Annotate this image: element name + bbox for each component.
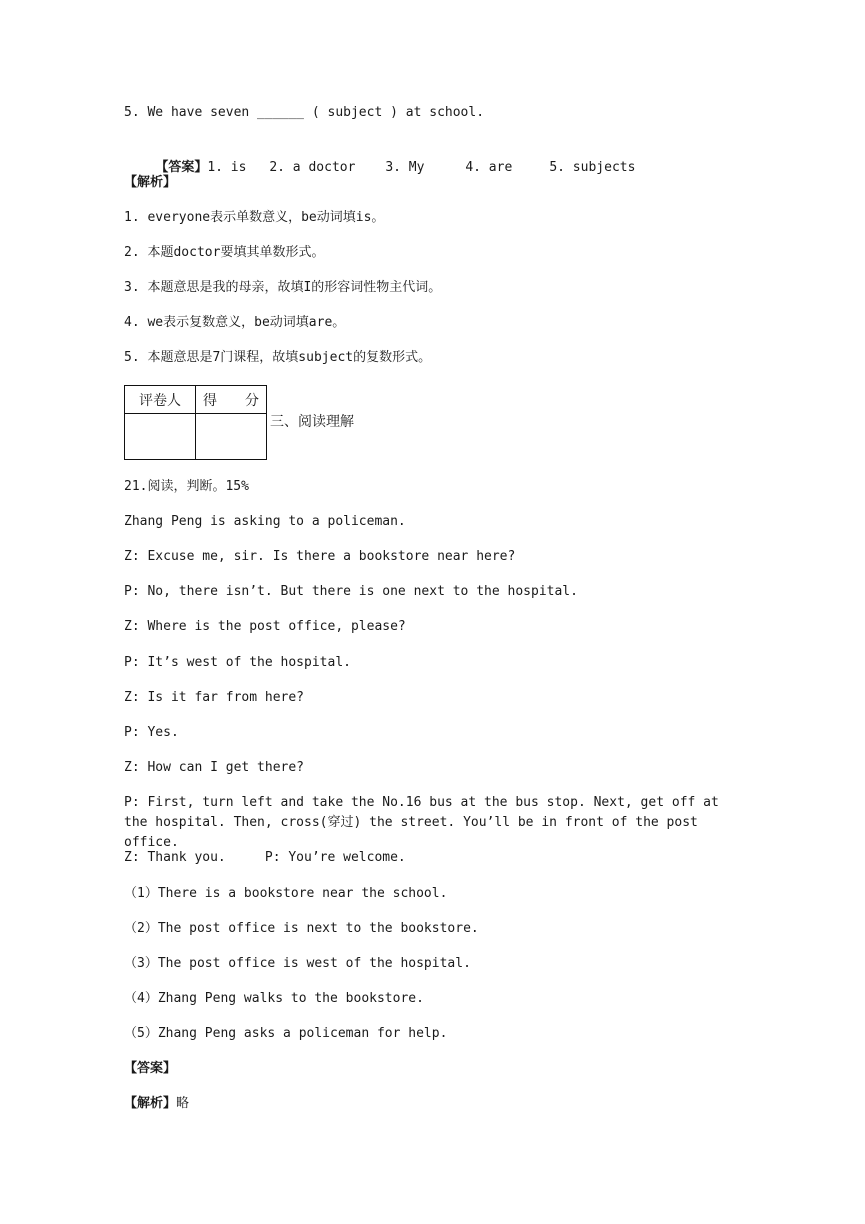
answer-label: 【答案】 [155,160,208,175]
dialogue-line: Zhang Peng is asking to a policeman. [124,514,406,529]
dialogue-line: P: First, turn left and take the No.16 bus at the bus stop. Next, get off at the hospital. Then, cross(穿过) the street. You’ll be in front of the post office. [124,795,719,850]
score-cell [196,414,267,460]
score-header-char-2: 分 [245,392,259,409]
answer-label-2: 【答案】 [124,1061,177,1076]
score-header [196,386,267,414]
explain-label-2: 【解析】 [124,1096,177,1111]
reviewer-cell [125,414,196,460]
explain-text-2: 略 [176,1096,190,1111]
explain-label: 【解析】 [124,175,177,190]
dialogue-line: P: No, there isn’t. But there is one next to the hospital. [124,584,578,599]
statement-3: （3）The post office is west of the hospital. [124,956,471,971]
answer-item-4: 4. are [465,160,513,175]
explain-row-2 [124,1094,744,1114]
answer-item-5: 5. subjects [549,160,636,175]
explanation-4: 4. we表示复数意义，be动词填are。 [124,315,346,330]
q21-heading: 21.阅读，判断。15% [124,479,249,494]
dialogue-line: Z: Thank you. P: You’re welcome. [124,850,406,865]
answer-item-2: 2. a doctor [269,160,356,175]
answer-item-1: 1. is [207,160,247,175]
dialogue-line: Z: Where is the post office, please? [124,619,406,634]
question-5: 5. We have seven ______ ( subject ) at school. [124,105,485,120]
score-header-char-1: 得 [203,392,217,409]
explanation-2: 2. 本题doctor要填其单数形式。 [124,245,325,260]
explanation-3: 3. 本题意思是我的母亲，故填I的形容词性物主代词。 [124,280,442,295]
dialogue-line: P: It’s west of the hospital. [124,655,351,670]
statement-4: （4）Zhang Peng walks to the bookstore. [124,991,424,1006]
reviewer-header: 评卷人 [125,386,196,414]
explanation-1: 1. everyone表示单数意义，be动词填is。 [124,210,385,225]
dialogue-line: Z: Excuse me, sir. Is there a bookstore near here? [124,549,516,564]
statement-2: （2）The post office is next to the bookstore. [124,921,479,936]
section-title: 三、阅读理解 [270,414,354,430]
dialogue-line: P: Yes. [124,725,179,740]
dialogue-line: Z: Is it far from here? [124,690,305,705]
explanation-5: 5. 本题意思是7门课程，故填subject的复数形式。 [124,350,432,365]
dialogue-line: Z: How can I get there? [124,760,305,775]
answer-item-3: 3. My [385,160,425,175]
statement-1: （1）There is a bookstore near the school. [124,886,448,901]
score-table [124,385,267,460]
statement-5: （5）Zhang Peng asks a policeman for help. [124,1026,448,1041]
